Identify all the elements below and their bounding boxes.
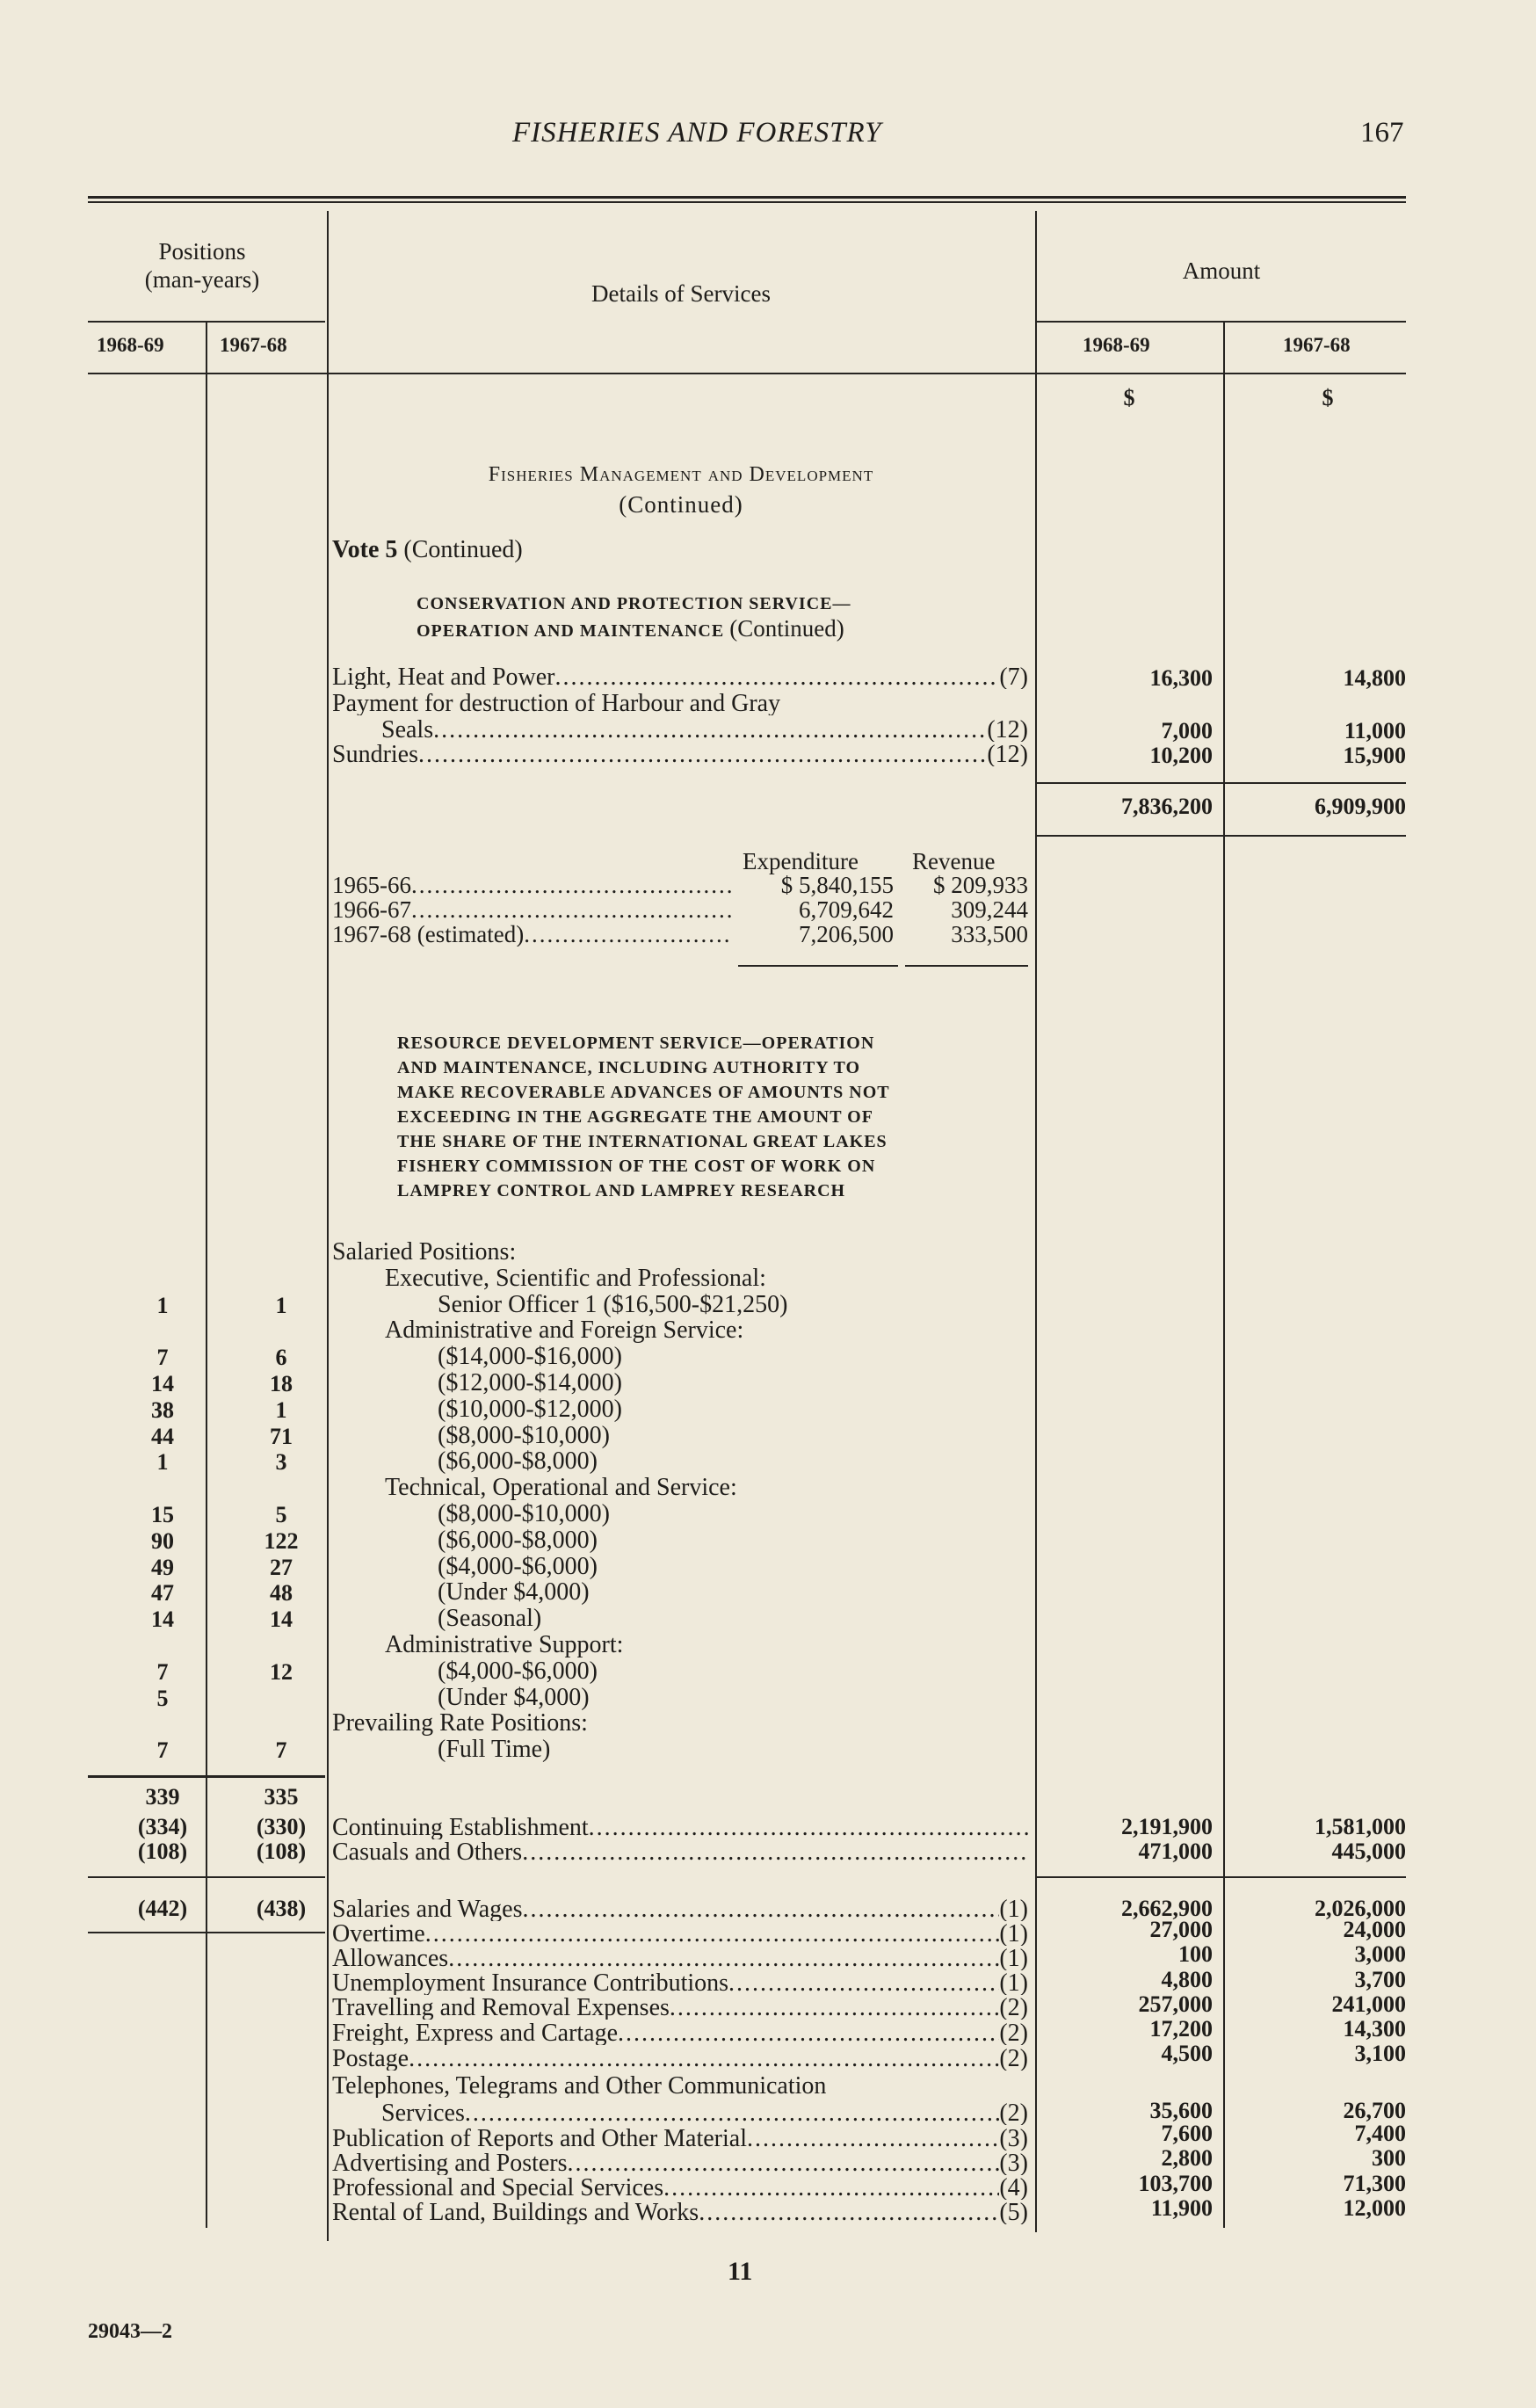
position-label-11: ($6,000-$8,000) (438, 1526, 598, 1554)
position-label-13: (Under $4,000) (438, 1578, 590, 1607)
position-label-0: Salaried Positions: (332, 1238, 517, 1266)
establishment-row-0 (332, 1814, 1028, 1839)
object-row-8-leader-dots (465, 2100, 999, 2125)
position-14-pos-1967: 14 (270, 1607, 293, 1633)
object-amount-12-1967: 12,000 (1343, 2195, 1406, 2221)
object-row-4-leader-dots (670, 1994, 999, 2020)
positions-head-line1: Positions (158, 238, 246, 265)
object-row-6-label: Postage (332, 2045, 409, 2071)
head-bottom-rule (88, 373, 1406, 374)
object-amount-6-1968: 4,500 (1161, 2041, 1213, 2066)
establishment-row-0-leader-dots (589, 1814, 1028, 1839)
item1-row-0-leader-dots (555, 664, 1000, 689)
object-amount-1-1968: 27,000 (1149, 1917, 1213, 1942)
object-row-8 (381, 2100, 1028, 2125)
history-exp-2: 7,206,500 (799, 921, 894, 947)
col-rule-details (327, 211, 329, 2241)
history-rule-exp (738, 965, 898, 967)
service2-line-3: EXCEEDING IN THE AGGREGATE THE AMOUNT OF (397, 1107, 873, 1127)
service2-line-2: MAKE RECOVERABLE ADVANCES OF AMOUNTS NOT (397, 1083, 890, 1102)
object-row-1-leader-dots (425, 1920, 1000, 1946)
currency-1968: $ (1123, 385, 1135, 410)
service2-line-6: LAMPREY CONTROL AND LAMPREY RESEARCH (397, 1181, 846, 1200)
establishment-row-1 (332, 1839, 1028, 1864)
object-row-2-label: Allowances (332, 1945, 449, 1970)
object-amount-10-1967: 300 (1372, 2145, 1406, 2171)
position-label-1: Executive, Scientific and Professional: (385, 1264, 766, 1292)
object-amount-6-1967: 3,100 (1354, 2041, 1406, 2066)
object-amount-2-1967: 3,000 (1354, 1941, 1406, 1967)
history-year-1: 1966-67 (332, 896, 411, 922)
object-amount-9-1968: 7,600 (1161, 2121, 1213, 2146)
object-row-12-leader-dots (699, 2199, 999, 2224)
position-label-6: ($10,000-$12,000) (438, 1395, 622, 1423)
amt-year-1967: 1967-68 (1283, 334, 1351, 356)
object-row-9 (332, 2125, 1028, 2151)
position-6-pos-1968: 38 (151, 1396, 174, 1423)
object-row-0-label: Salaries and Wages (332, 1896, 523, 1921)
object-row-4-ref: (2) (999, 1994, 1028, 2020)
history-rule-rev (905, 965, 1028, 967)
object-row-12 (332, 2199, 1028, 2224)
object-row-3-leader-dots (728, 1969, 999, 1995)
item1-row-1-label: Payment for destruction of Harbour and Gray (332, 690, 781, 715)
object-row-1-label: Overtime (332, 1920, 425, 1946)
position-11-pos-1968: 90 (151, 1527, 174, 1554)
service1-line2-text: OPERATION AND MAINTENANCE (417, 621, 725, 641)
establishment-amount-1-1968: 471,000 (1138, 1839, 1213, 1864)
establishment-1-pos-1967: (108) (256, 1839, 307, 1864)
position-5-pos-1967: 18 (270, 1371, 293, 1396)
establishment-row-1-leader-dots (522, 1839, 1028, 1864)
item1-amount-0-1967: 14,800 (1343, 665, 1406, 691)
footer-print-code: 29043—2 (88, 2320, 172, 2343)
object-row-10-leader-dots (568, 2150, 1000, 2175)
item1-amount-0-1968: 16,300 (1149, 665, 1213, 691)
object-row-3-ref: (1) (999, 1969, 1028, 1995)
establishment-0-pos-1967: (330) (256, 1814, 307, 1839)
object-row-5 (332, 2020, 1028, 2045)
history-rev-2: 333,500 (951, 921, 1028, 947)
position-7-pos-1968: 44 (151, 1423, 174, 1449)
object-row-7-label: Telephones, Telegrams and Other Communication (332, 2072, 827, 2098)
object-amount-2-1968: 100 (1178, 1941, 1213, 1967)
history-rev-1: 309,244 (951, 896, 1028, 923)
object-row-5-ref: (2) (999, 2020, 1028, 2045)
object-row-4-label: Travelling and Removal Expenses (332, 1994, 670, 2020)
history-leader-dots-1 (411, 896, 732, 922)
history-row-0 (332, 872, 732, 897)
position-label-16: ($4,000-$6,000) (438, 1657, 598, 1685)
position-7-pos-1967: 71 (270, 1423, 293, 1449)
object-row-2-ref: (1) (999, 1945, 1028, 1970)
position-12-pos-1967: 27 (270, 1554, 293, 1580)
object-row-0 (332, 1896, 1028, 1921)
history-leader-dots-2 (524, 921, 732, 947)
running-title: FISHERIES AND FORESTRY (512, 117, 882, 149)
object-row-6 (332, 2045, 1028, 2071)
object-row-5-label: Freight, Express and Cartage (332, 2020, 619, 2045)
object-row-10-label: Advertising and Posters (332, 2150, 568, 2175)
subtotal1-1968: 7,836,200 (1121, 794, 1213, 819)
vote-continued: (Continued) (403, 536, 523, 563)
object-row-1 (332, 1920, 1028, 1946)
object-row-0-ref: (1) (999, 1896, 1028, 1921)
object-amount-3-1968: 4,800 (1161, 1967, 1213, 1992)
position-label-4: ($14,000-$16,000) (438, 1343, 622, 1371)
item1-row-0-label: Light, Heat and Power (332, 664, 555, 689)
section-title-line1: Fisheries Management and Development (488, 463, 874, 486)
position-label-7: ($8,000-$10,000) (438, 1421, 610, 1449)
item1-row-0-ref: (7) (999, 664, 1028, 689)
position-label-2: Senior Officer 1 ($16,500-$21,250) (438, 1290, 788, 1318)
position-4-pos-1968: 7 (156, 1345, 169, 1371)
position-12-pos-1968: 49 (151, 1554, 174, 1580)
object-amount-4-1968: 257,000 (1138, 1991, 1213, 2017)
object-row-11-ref: (4) (999, 2174, 1028, 2200)
object-row-6-ref: (2) (999, 2045, 1028, 2071)
object-amount-11-1967: 71,300 (1343, 2171, 1406, 2196)
vote-line (332, 537, 523, 562)
item1-row-3-leader-dots (418, 741, 987, 766)
object-row-2 (332, 1945, 1028, 1970)
history-leader-dots-0 (411, 872, 732, 897)
position-10-pos-1967: 5 (275, 1502, 287, 1527)
item1-row-2-leader-dots (433, 716, 987, 742)
object-row-3-label: Unemployment Insurance Contributions (332, 1969, 729, 1995)
position-4-pos-1967: 6 (275, 1345, 287, 1371)
establishment-amount-0-1968: 2,191,900 (1121, 1814, 1213, 1839)
service2-line-4: THE SHARE OF THE INTERNATIONAL GREAT LAKES (397, 1132, 888, 1151)
history-year-0: 1965-66 (332, 872, 411, 897)
item1-row-0 (332, 664, 1028, 689)
object-row-8-label: Services (381, 2100, 465, 2125)
item1-row-2 (381, 716, 1028, 742)
section-title (334, 460, 1028, 519)
object-row-7 (332, 2072, 1028, 2098)
objects-rule-1968 (88, 1932, 206, 1933)
currency-1967: $ (1322, 385, 1334, 410)
position-label-15: Administrative Support: (385, 1631, 624, 1658)
object-amount-3-1967: 3,700 (1354, 1967, 1406, 1992)
position-5-pos-1968: 14 (151, 1371, 174, 1396)
object-amount-0-1968: 2,662,900 (1121, 1896, 1213, 1921)
history-exp-1: 6,709,642 (799, 896, 894, 923)
position-16-pos-1967: 12 (270, 1658, 293, 1685)
object-row-9-leader-dots (747, 2125, 999, 2151)
service2-line-5: FISHERY COMMISSION OF THE COST OF WORK ON (397, 1157, 876, 1176)
pos-total-1968: 339 (145, 1784, 180, 1810)
item1-row-1 (332, 690, 1028, 715)
subtotal1-rule-bottom (1037, 835, 1406, 837)
establishment-0-pos-1968: (334) (137, 1814, 188, 1839)
position-label-12: ($4,000-$6,000) (438, 1552, 598, 1580)
section-title-line2: (Continued) (619, 491, 743, 518)
service1-line2 (417, 615, 844, 644)
positions-head-line2: (man-years) (144, 266, 260, 293)
object-row-2-leader-dots (448, 1945, 999, 1970)
history-head-exp: Expenditure (743, 848, 859, 874)
object-amount-8-1968: 35,600 (1149, 2098, 1213, 2123)
object-row-10 (332, 2150, 1028, 2175)
object-row-5-leader-dots (618, 2020, 999, 2045)
service2-line-1: AND MAINTENANCE, INCLUDING AUTHORITY TO (397, 1058, 861, 1077)
history-exp-0: $ 5,840,155 (780, 872, 894, 898)
history-row-2 (332, 921, 732, 947)
item1-row-2-label: Seals (381, 716, 434, 742)
col-rule-amount-mid (1223, 321, 1225, 2228)
item1-amount-3-1967: 15,900 (1343, 743, 1406, 768)
object-row-10-ref: (3) (999, 2150, 1028, 2175)
item1-row-3-ref: (12) (987, 741, 1028, 766)
object-row-9-label: Publication of Reports and Other Material (332, 2125, 747, 2151)
position-10-pos-1968: 15 (151, 1502, 174, 1527)
object-row-11-label: Professional and Special Services (332, 2174, 664, 2200)
object-amount-11-1968: 103,700 (1138, 2171, 1213, 2196)
position-8-pos-1967: 3 (275, 1449, 287, 1476)
position-19-pos-1967: 7 (275, 1737, 287, 1764)
pos-year-1967: 1967-68 (220, 334, 287, 356)
object-row-12-ref: (5) (999, 2199, 1028, 2224)
position-label-8: ($6,000-$8,000) (438, 1447, 598, 1476)
object-amount-5-1967: 14,300 (1343, 2016, 1406, 2042)
object-row-6-leader-dots (409, 2045, 999, 2071)
object-amount-0-1967: 2,026,000 (1315, 1896, 1406, 1921)
object-amount-1-1967: 24,000 (1343, 1917, 1406, 1942)
object-row-12-label: Rental of Land, Buildings and Works (332, 2199, 699, 2224)
object-row-8-ref: (2) (999, 2100, 1028, 2125)
object-amount-9-1967: 7,400 (1354, 2121, 1406, 2146)
objects-rule-1967 (207, 1932, 325, 1933)
establishment-rule-amt (1037, 1876, 1406, 1878)
position-2-pos-1968: 1 (156, 1292, 169, 1318)
item1-row-2-ref: (12) (987, 716, 1028, 742)
amt-year-1968: 1968-69 (1083, 334, 1150, 356)
establishment-amount-0-1967: 1,581,000 (1315, 1814, 1406, 1839)
object-row-3 (332, 1969, 1028, 1995)
position-17-pos-1968: 5 (156, 1685, 169, 1711)
object-row-9-ref: (3) (999, 2125, 1028, 2151)
amount-head-rule (1037, 321, 1406, 323)
service2-line-0: RESOURCE DEVELOPMENT SERVICE—OPERATION (397, 1034, 875, 1053)
history-head-rev: Revenue (912, 848, 996, 874)
establishment-amount-1-1967: 445,000 (1331, 1839, 1406, 1864)
position-label-14: (Seasonal) (438, 1605, 542, 1633)
service1-line1: CONSERVATION AND PROTECTION SERVICE— (417, 594, 851, 613)
position-label-3: Administrative and Foreign Service: (385, 1316, 744, 1345)
position-16-pos-1968: 7 (156, 1658, 169, 1685)
top-rule-2 (88, 201, 1406, 203)
position-19-pos-1968: 7 (156, 1737, 169, 1764)
pos-total-1967: 335 (264, 1784, 299, 1810)
establishment-rule-pos (88, 1876, 325, 1878)
item1-amount-2-1967: 11,000 (1344, 718, 1406, 743)
position-13-pos-1967: 48 (270, 1580, 293, 1607)
object-row-0-leader-dots (523, 1896, 1000, 1921)
position-8-pos-1968: 1 (156, 1449, 169, 1476)
object-row-11-leader-dots (663, 2174, 999, 2200)
item1-row-3-label: Sundries (332, 741, 418, 766)
subtotal1-1967: 6,909,900 (1315, 794, 1406, 819)
object-amount-8-1967: 26,700 (1343, 2098, 1406, 2123)
page-number: 167 (1360, 117, 1404, 149)
history-year-2: 1967-68 (estimated) (332, 921, 525, 947)
position-label-9: Technical, Operational and Service: (385, 1474, 737, 1502)
position-label-5: ($12,000-$14,000) (438, 1369, 622, 1396)
position-6-pos-1967: 1 (275, 1396, 287, 1423)
top-rule (88, 196, 1406, 199)
amount-head: Amount (1182, 257, 1261, 284)
establishment-1-pos-1968: (108) (137, 1839, 188, 1864)
service1-continued: (Continued) (729, 615, 844, 642)
position-label-10: ($8,000-$10,000) (438, 1500, 610, 1527)
vote-number: Vote 5 (332, 536, 398, 563)
col-rule-pos (206, 321, 207, 2228)
position-label-19: (Full Time) (438, 1736, 551, 1764)
details-head: Details of Services (591, 280, 771, 307)
position-13-pos-1968: 47 (151, 1580, 174, 1607)
position-label-18: Prevailing Rate Positions: (332, 1709, 588, 1737)
positions-head (114, 237, 290, 294)
item1-row-3 (332, 741, 1028, 766)
subtotal1-rule-top (1037, 782, 1406, 784)
object-amount-10-1968: 2,800 (1161, 2145, 1213, 2171)
object-amount-5-1968: 17,200 (1149, 2016, 1213, 2042)
object-row-4 (332, 1994, 1028, 2020)
position-label-17: (Under $4,000) (438, 1683, 590, 1711)
footer-signature: 11 (728, 2257, 753, 2286)
position-14-pos-1968: 14 (151, 1607, 174, 1633)
history-row-1 (332, 896, 732, 922)
object-0-pos-1967: (438) (256, 1896, 307, 1921)
position-11-pos-1967: 122 (264, 1527, 299, 1554)
pos-total-rule-1968 (88, 1775, 206, 1778)
establishment-row-0-label: Continuing Establishment (332, 1814, 589, 1839)
position-2-pos-1967: 1 (275, 1292, 287, 1318)
item1-amount-3-1968: 10,200 (1149, 743, 1213, 768)
item1-amount-2-1968: 7,000 (1161, 718, 1213, 743)
object-row-1-ref: (1) (999, 1920, 1028, 1946)
history-rev-0: $ 209,933 (933, 872, 1028, 898)
pos-total-rule-1967 (207, 1775, 325, 1778)
object-0-pos-1968: (442) (137, 1896, 188, 1921)
establishment-row-1-label: Casuals and Others (332, 1839, 523, 1864)
object-row-11 (332, 2174, 1028, 2200)
object-amount-12-1968: 11,900 (1150, 2195, 1213, 2221)
object-amount-4-1967: 241,000 (1331, 1991, 1406, 2017)
pos-year-1968: 1968-69 (97, 334, 164, 356)
